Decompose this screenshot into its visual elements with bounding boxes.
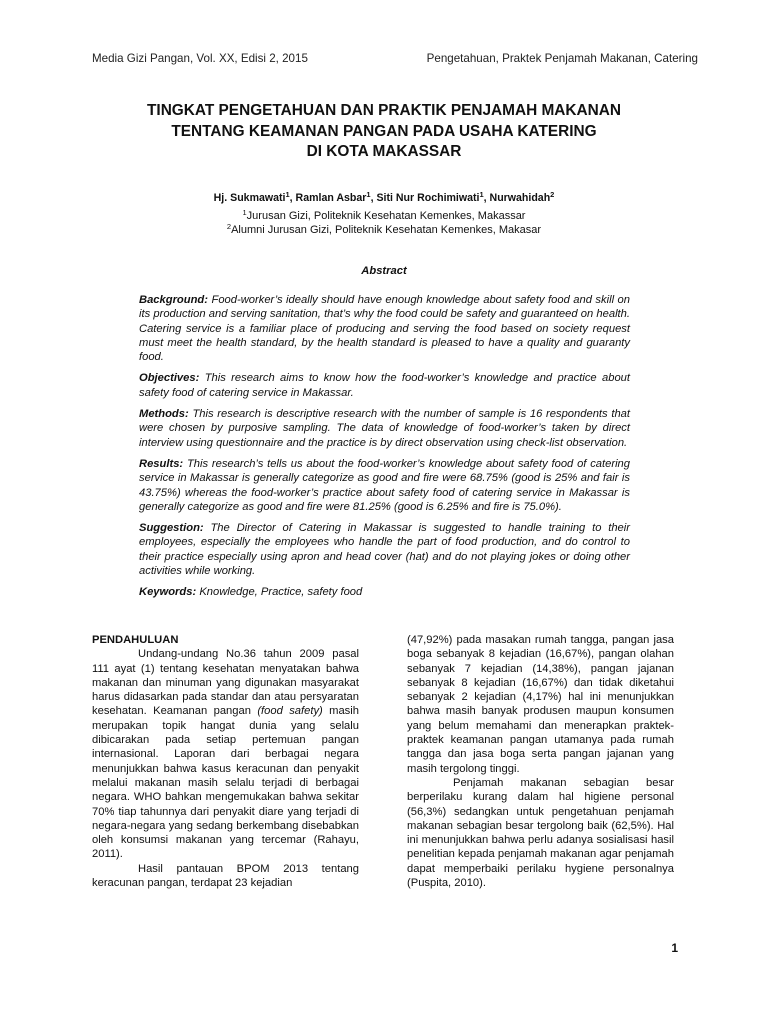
affiliation-text: Alumni Jurusan Gizi, Politeknik Kesehatan Kemenkes, Makasar [231,224,542,236]
paper-title [60,101,708,163]
abstract-heading: Abstract [361,265,407,277]
running-header [92,52,698,65]
body-column-left [92,633,359,890]
objectives-text: This research aims to know how the food-worker’s knowledge and practice about safety food of catering service in Makassar. [139,372,631,399]
affiliation-mark: 2 [226,222,232,231]
methods-text: This research is descriptive research with the number of sample is 16 respondents that were chosen by purposive sampling. The data of knowledge of food-worker’s taken by direct interview using questionnaire and the practice is by direct observation using check-list observation. [139,408,630,449]
author-affiliation-mark: 2 [550,190,555,199]
author-affiliation-mark: 1 [366,190,371,199]
abstract-keywords [139,585,630,599]
journal-citation: Media Gizi Pangan, Vol. XX, Edisi 2, 2015 [92,52,308,65]
author-name: Nurwahidah [489,192,551,204]
body-paragraph: (47,92%) pada masakan rumah tangga, pangan jasa boga sebanyak 8 kejadian (16,67%), pangan olahan sebanyak 7 kejadian (14,38%), pangan jajanan sebanyak 8 kejadian (16,67%) dan tidak diketahui sebanyak 2 kejadian (4,17%) hal ini menunjukkan bahwa masih banyak produsen maupun konsumen yang belum memahami dan menerapkan praktek-praktek keamanan pangan utamanya pada rumah tangga dan jasa boga serta pangan jajanan yang masih tergolong tinggi. [407,634,674,775]
title-line: TENTANG KEAMANAN PANGAN PADA USAHA KATERING [171,122,597,140]
paragraph-text: masih merupakan topik hangat dunia yang selalu dibicarakan pada setiap pertemuan pangan internasional. Laporan dari berbagai negara menunjukkan bahwa kasus keracunan dan penyakit melalui makanan masih selalu terjadi di berbagai negara. WHO bahkan mengemukakan bahwa sekitar 70% tiap tahunnya dari penyakit diare yang terjadi di negara-negara yang sedang berkembang disebabkan oleh konsumsi makanan yang tercemar (Rahayu, 2011). [92,705,359,861]
section-heading: PENDAHULUAN [92,634,179,646]
author-name: Siti Nur Rochimiwati [376,192,480,204]
title-line: DI KOTA MAKASSAR [306,143,462,160]
abstract-background [139,293,630,364]
methods-label: Methods: [139,408,189,421]
author-name: Hj. Sukmawati [213,192,286,204]
body-paragraph: Penjamah makanan sebagian besar berperilaku kurang dalam hal higiene personal (56,3%) sedangkan untuk pengetahuan penjamah makanan sebagian besar tergolong baik (62,5%). Hal ini menunjukkan bahwa perlu adanya sosialisasi hasil penelitian kepada penjamah makanan agar penjamah dapat memperbaiki perilaku hygiene personalnya (Puspita, 2010). [407,776,674,890]
body-paragraph [92,647,359,861]
background-label: Background: [139,294,208,306]
results-label: Results: [139,457,184,470]
objectives-label: Objectives: [139,372,200,385]
affiliation-line [60,209,708,223]
abstract-body [139,293,630,607]
abstract-methods [139,407,630,450]
body-paragraph: Hasil pantauan BPOM 2013 tentang keracunan pangan, terdapat 23 kejadian [92,862,359,890]
keywords-label: Keywords: [139,586,197,599]
affiliations [60,209,708,237]
suggestion-text: The Director of Catering in Makassar is suggested to handle training to their employees, especially the employees who handle the part of food production, and do control to their practice especially using apron and head cover (hat) and do not playing jokes or doing other activities while working. [139,522,630,578]
abstract-suggestion [139,521,630,578]
results-text: This research’s tells us about the food-worker’s knowledge about safety food of catering service in Makassar is generally categorize as good and fire were 68.75% (good is 25% and fair is 43.75%) whereas the food-worker’s practice about safety food of catering service in Makassar is generally categorize as good and fire were 81.25% (good is 6.25% and fire is 75.0%). [139,457,630,513]
affiliation-mark: 1 [242,208,247,217]
body-column-right [407,633,674,890]
author-list: Hj. Sukmawati$^1$, Ramlan Asbar$^1$, Siti Nur Rochimiwati$^1$, Nurwahidah$^2$ [213,190,555,204]
italic-term: (food safety) [257,705,323,718]
background-text: Food-worker’s ideally should have enough knowledge about safety food and skill on its production and serving sanitation, that’s why the food could be safety and guaranteed on health. Catering service is a familiar place of producing and serving the food based on society request must meet the health standard, by the health standard is pleased to have a quality and guaranty food. [139,294,630,364]
affiliation-line [60,223,708,237]
affiliation-text: Jurusan Gizi, Politeknik Kesehatan Kemenkes, Makassar [246,210,526,222]
running-title: Pengetahuan, Praktek Penjamah Makanan, Catering [426,52,698,65]
abstract-results [139,457,630,514]
author-affiliation-mark: 1 [479,190,484,199]
author-affiliation-mark: 1 [285,190,290,199]
title-line: TINGKAT PENGETAHUAN DAN PRAKTIK PENJAMAH MAKANAN [147,102,621,119]
suggestion-label: Suggestion: [139,522,204,535]
page-number: 1 [671,941,678,955]
keywords-text: Knowledge, Practice, safety food [199,586,363,599]
paragraph-text: Undang-undang No.36 tahun 2009 pasal 111 ayat (1) tentang kesehatan menyatakan bahwa makanan dan minuman yang digunakan masyarakat harus didasarkan pada standar dan atau persyaratan kesehatan. Keamanan pangan [92,648,359,718]
abstract-objectives [139,371,630,400]
author-name: Ramlan Asbar [295,192,367,204]
